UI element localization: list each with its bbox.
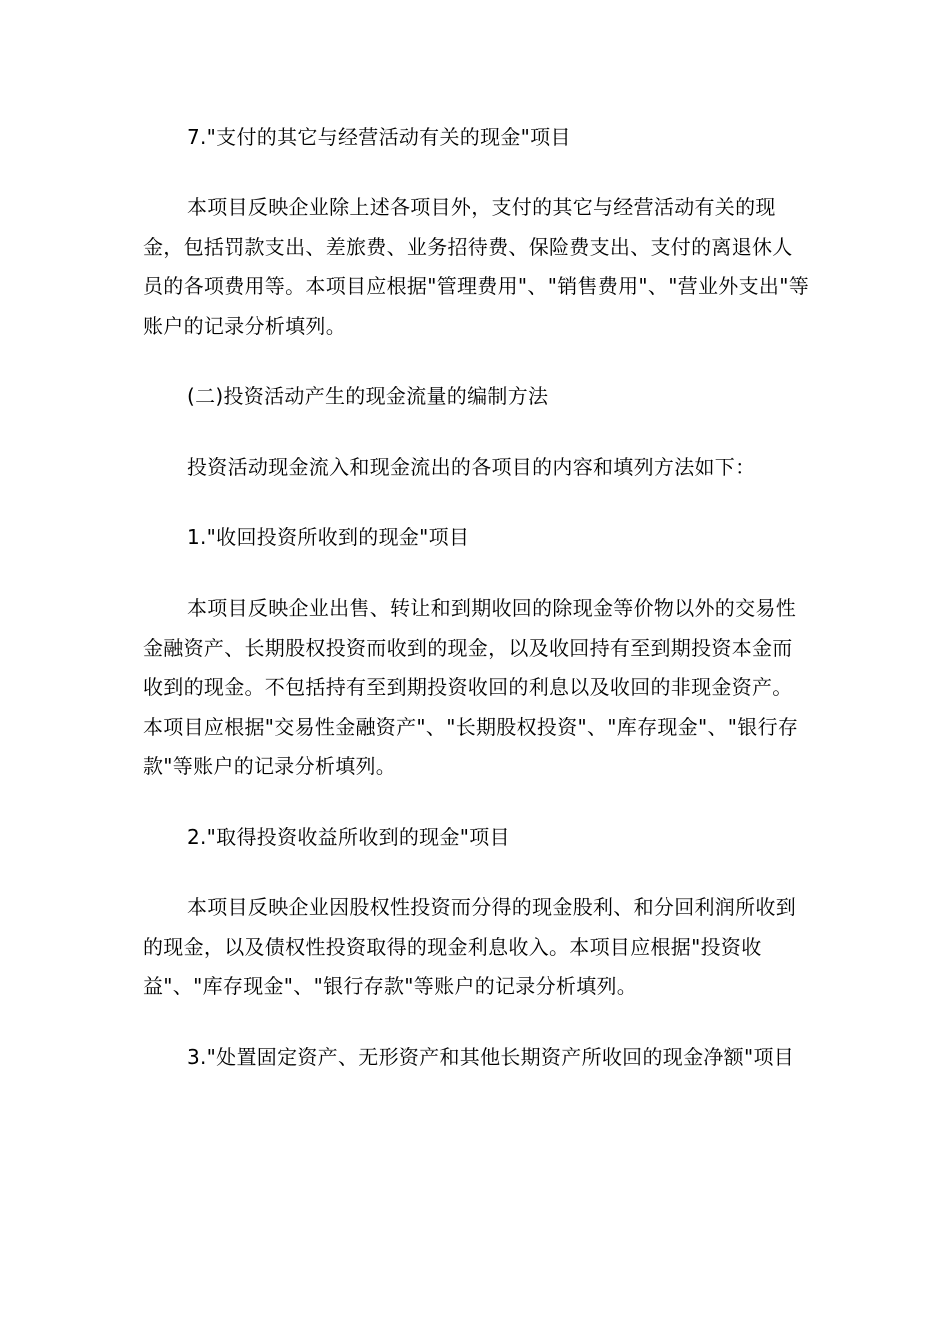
item-2-body: 本项目反映企业因股权性投资而分得的现金股利、和分回利润所收到的现金，以及债权性投资取得的现金利息收入。本项目应根据"投资收益"、"库存现金"、"银行存款"等账户的记录分析填列。	[143, 895, 796, 998]
section-2-intro: 投资活动现金流入和现金流出的各项目的内容和填列方法如下：	[187, 455, 756, 479]
item-7-heading: 7."支付的其它与经营活动有关的现金"项目	[187, 125, 571, 149]
item-2-heading: 2."取得投资收益所收到的现金"项目	[187, 825, 510, 849]
item-1-body: 本项目反映企业出售、转让和到期收回的除现金等价物以外的交易性金融资产、长期股权投资而收到的现金，以及收回持有至到期投资本金而收到的现金。不包括持有至到期投资收回的利息以及收回的非现金资产。本项目应根据"交易性金融资产"、"长期股权投资"、"库存现金"、"银行存款"等账户的记录分析填列。	[143, 596, 799, 778]
item-3-heading: 3."处置固定资产、无形资产和其他长期资产所收回的现金净额"项目	[187, 1045, 795, 1069]
item-1-heading: 1."收回投资所收到的现金"项目	[187, 525, 470, 549]
section-2-heading: (二)投资活动产生的现金流量的编制方法	[187, 384, 549, 408]
item-7-body: 本项目反映企业除上述各项目外，支付的其它与经营活动有关的现金，包括罚款支出、差旅费、业务招待费、保险费支出、支付的离退休人员的各项费用等。本项目应根据"管理费用"、"销售费用"、"营业外支出"等账户的记录分析填列。	[143, 195, 809, 338]
